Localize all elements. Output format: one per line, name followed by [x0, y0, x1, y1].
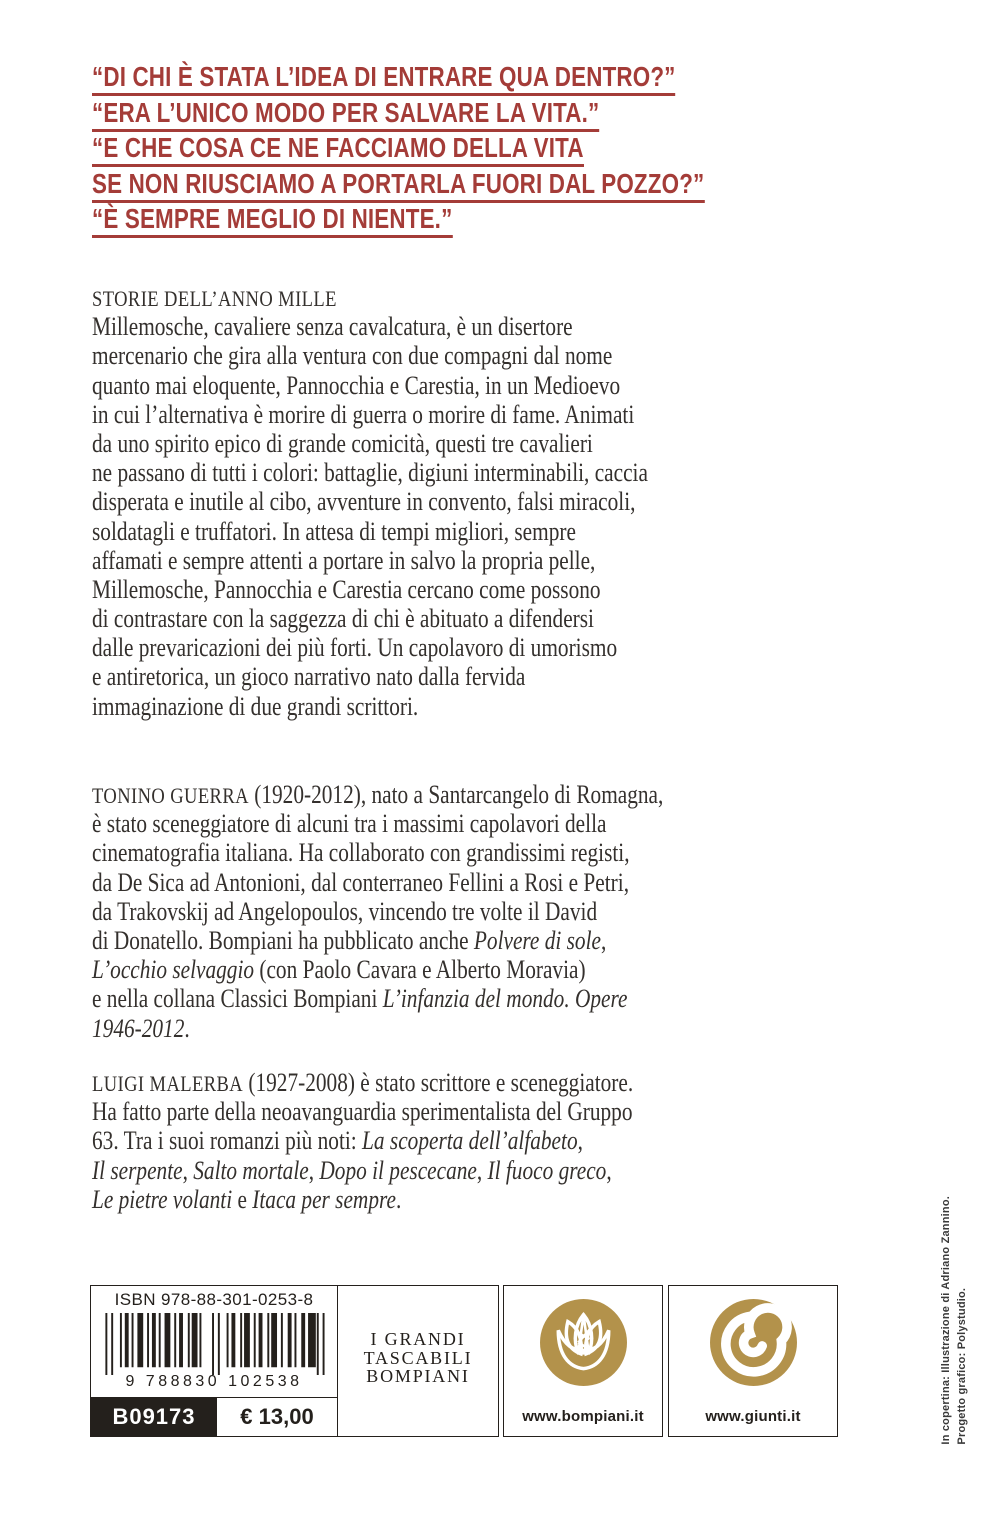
barcode-digits: 9 788830 102538	[125, 1373, 303, 1390]
price-row	[91, 1398, 337, 1436]
isbn-barcode-box	[90, 1285, 338, 1437]
series-label: I GRANDI TASCABILI BOMPIANI	[337, 1285, 499, 1437]
synopsis-paragraph: STORIE DELL’ANNO MILLE Millemosche, cavaliere senza cavalcatura, è un disertore mercenario che gira alla ventura con due compagni dal nome quanto mai eloquente, Pannocchia e Carestia, in un Medioevo in cui l’alternativa è morire di guerra o morire di fame. Animati da uno spirito epico di grande comicità, questi tre cavalieri ne passano di tutti i colori: battaglie, digiuni interminabili, caccia disperata e inutile al cibo, avventure in convento, falsi miracoli, soldatagli e truffatori. In attesa di tempi migliori, sempre affamati e sempre attenti a portare in salvo la propria pelle, Millemosche, Pannocchia e Carestia cercano come possono di contrastare con la saggezza di chi è abituato a difendersi dalle prevaricazioni dei più forti. Un capolavoro di umorismo e antiretorica, un gioco narrativo nato dalla fervida immaginazione di due grandi scrittori.	[92, 286, 648, 721]
dialogue-quotes: “DI CHI È STATA L’IDEA DI ENTRARE QUA DENTRO?” “ERA L’UNICO MODO PER SALVARE LA VITA.” “E CHE COSA CE NE FACCIAMO DELLA VITA SE NON RIUSCIAMO A PORTARLA FUORI DAL POZZO?” “È SEMPRE MEGLIO DI NIENTE.”	[92, 64, 704, 242]
giunti-cell	[668, 1285, 838, 1437]
cover-credits: In copertina: Illustrazione di Adriano Zannino. Progetto grafico: Polystudio.	[940, 1196, 968, 1445]
bio-tonino-guerra: TONINO GUERRA (1920-2012), nato a Santarcangelo di Romagna, è stato sceneggiatore di alcuni tra i massimi capolavori della cinematografia italiana. Ha collaborato con grandissimi registi, da De Sica ad Antonioni, dal conterraneo Fellini a Rosi e Petri, da Trakovskij ad Angelopoulos, vincendo tre volte il David di Donatello. Bompiani ha pubblicato anche Polvere di sole, L’occhio selvaggio (con Paolo Cavara e Alberto Moravia) e nella collana Classici Bompiani L’infanzia del mondo. Opere 1946-2012.	[92, 780, 664, 1043]
footer-strip	[90, 1285, 838, 1437]
price: € 13,00	[217, 1398, 337, 1436]
bompiani-cell	[503, 1285, 663, 1437]
giunti-spiral-logo-icon	[710, 1299, 797, 1386]
isbn-label: ISBN 978-88-301-0253-8	[114, 1290, 314, 1309]
bio-luigi-malerba: LUIGI MALERBA (1927-2008) è stato scrittore e sceneggiatore. Ha fatto parte della neoavanguardia sperimentalista del Gruppo 63. Tra i suoi romanzi più noti: La scoperta dell’alfabeto, Il serpente, Salto mortale, Dopo il pescecane, Il fuoco greco, Le pietre volanti e Itaca per sempre.	[92, 1068, 634, 1214]
ean13-barcode-icon	[102, 1312, 326, 1376]
isbn-area	[91, 1286, 337, 1398]
bompiani-flower-logo-icon	[540, 1299, 627, 1386]
giunti-url: www.giunti.it	[705, 1408, 801, 1425]
bompiani-url: www.bompiani.it	[522, 1408, 644, 1425]
edition-code: B09173	[91, 1398, 217, 1436]
